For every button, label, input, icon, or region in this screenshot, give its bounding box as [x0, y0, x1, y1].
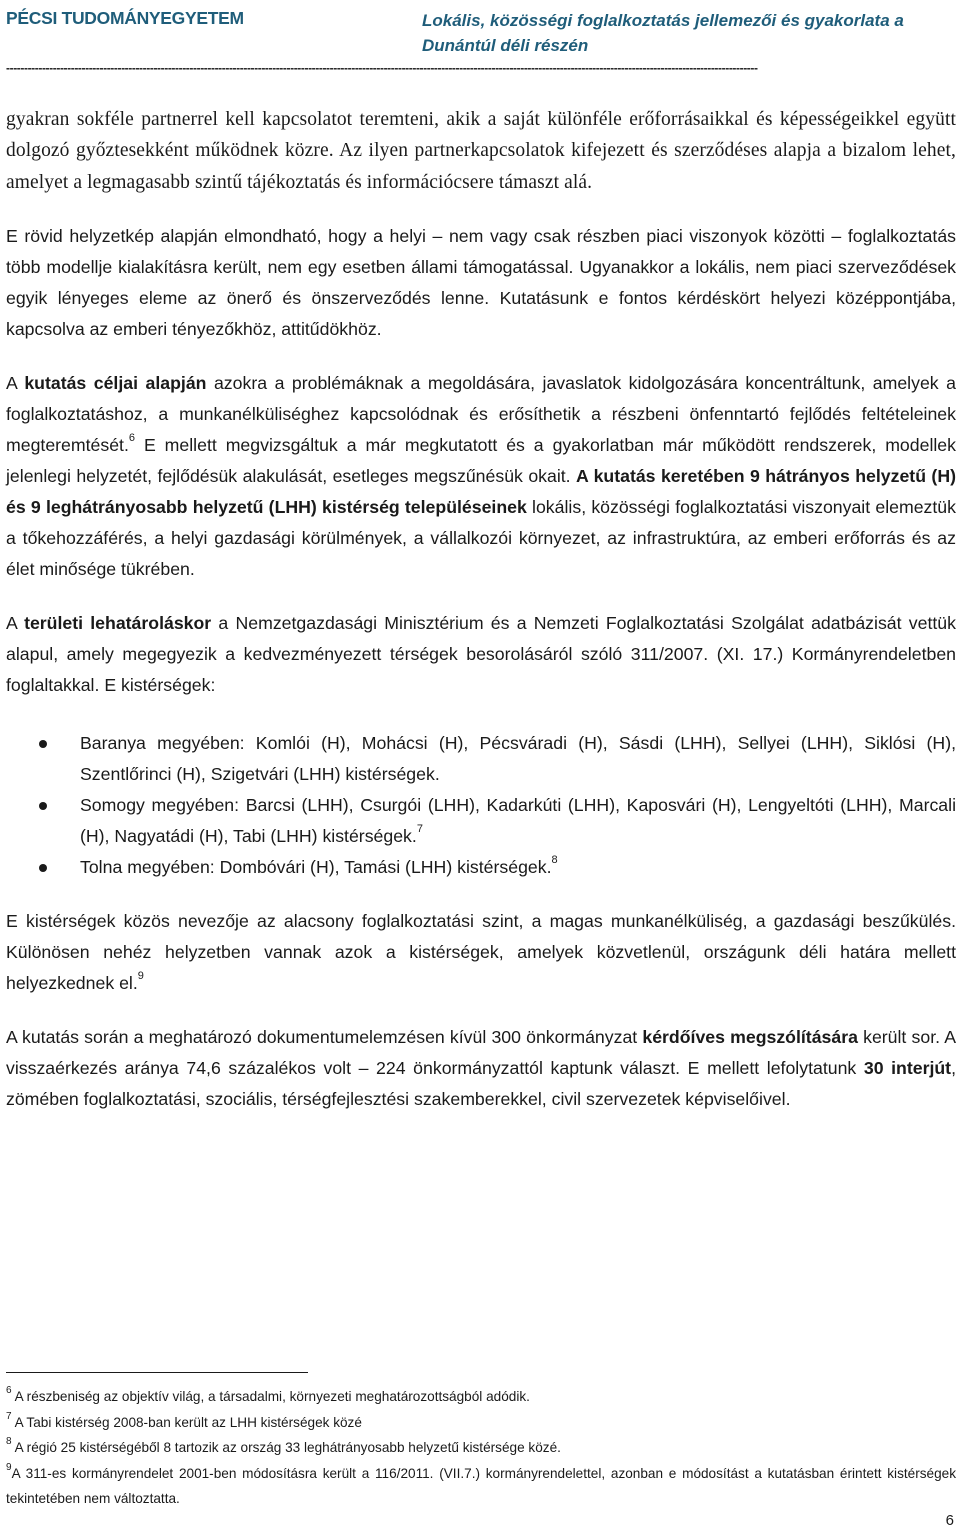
bold-interviews: 30 interjút	[863, 1057, 952, 1078]
bold-questionnaire: kérdőíves megszólítására	[642, 1026, 858, 1047]
university-name: PÉCSI TUDOMÁNYEGYETEM	[6, 8, 244, 28]
list-item-tolna: Tolna megyében: Dombóvári (H), Tamási (LHH) kistérségek.$^8$	[6, 852, 956, 883]
bold-territorial: területi lehatároláskor	[24, 612, 212, 633]
paragraph-common-denominator: E kistérségek közös nevezője az alacsony foglalkoztatási szint, a magas munkanélküliség, a gazdasági beszűkülés. Különösen nehéz helyzetben vannak azok a kistérségek, amelyek közvetlenül, országunk déli határa mellett helyezkednek el.$^9$	[6, 910, 956, 993]
paragraph-territorial: A területi lehatároláskor a Nemzetgazdasági Minisztérium és a Nemzeti Foglalkoztatási Szolgálat adatbázisát vettük alapul, amely megegyezik a kedvezményezett térségek besorolásáról szóló 311/2007. (XI. 17.) Kormányrendeletben foglaltakkal. E kistérségek:	[6, 612, 956, 695]
footnote-9: $^9$A 311-es kormányrendelet 2001-ben módosításra került a 116/2011. (VII.7.) kormányrendelettel, azonban e módosítást a kutatásban érintett kistérségek tekintetében nem változtatta.	[6, 1461, 956, 1506]
list-item-baranya: Baranya megyében: Komlói (H), Mohácsi (H), Pécsváradi (H), Sásdi (LHH), Sellyei (LHH), Siklósi (H), Szentlőrinci (H), Szigetvári (LHH) kistérségek.	[6, 728, 956, 790]
bold-research-scope: A kutatás keretében 9 hátrányos helyzetű (H) és 9 leghátrányosabb helyzetű (LHH) kistérség településeinek	[6, 465, 956, 517]
bullet-icon	[39, 802, 47, 810]
bullet-icon	[39, 740, 47, 748]
paragraph-situation: E rövid helyzetkép alapján elmondható, hogy a helyi – nem vagy csak részben piaci viszonyok közötti – foglalkoztatás több modellje kialakításra került, nem egy esetben állami támogatással. Ugyanakkor a lokális, nem piaci szerveződések egyik lényeges eleme az önerő és önszerveződés lenne. Kutatásunk e fontos kérdéskört helyezi középpontjába, kapcsolva az emberi tényezőkhöz, attitűdökhöz.	[6, 225, 956, 339]
page-number: 6	[945, 1512, 954, 1529]
paragraph-research-goals: A kutatás céljai alapján azokra a problémáknak a megoldására, javaslatok kidolgozására koncentráltunk, amelyek a foglalkoztatáshoz, a munkanélküliséghez kapcsolódnak és erősíthetik a részbeni önfenntartó fejlődés feltételeinek megteremtését.$^6$ E mellett megvizsgáltuk a már megkutatott és a gyakorlatban már működött rendszerek, modellek jelenlegi helyzetét, fejlődésük alakulását, esetleges megszűnésük okait. A kutatás keretében 9 hátrányos helyzetű (H) és 9 leghátrányosabb helyzetű (LHH) kistérség településeinek lokális, közösségi foglalkoztatási viszonyait elemeztük a tőkehozzáférés, a helyi gazdasági körülmények, a vállalkozói környezet, az infrastruktúra, az emberi erőforrás és az élet minősége tükrében.	[6, 372, 956, 579]
bullet-icon	[39, 864, 47, 872]
footnote-separator	[6, 1372, 308, 1373]
list-item-somogy: Somogy megyében: Barcsi (LHH), Csurgói (LHH), Kadarkúti (LHH), Kaposvári (H), Lengyeltóti (LHH), Marcali (H), Nagyatádi (H), Tabi (LHH) kistérségek.$^7$	[6, 790, 956, 852]
footnote-7: $^7$ A Tabi kistérség 2008-ban került az LHH kistérségek közé	[6, 1410, 362, 1430]
paragraph-methodology: A kutatás során a meghatározó dokumentumelemzésen kívül 300 önkormányzat kérdőíves megszólítására került sor. A visszaérkezés aránya 74,6 százalékos volt – 224 önkormányzattól kaptunk választ. E mellett lefolytatunk 30 interjút, zömében foglalkoztatási, szociális, térségfejlesztési szakemberekkel, civil szervezetek képviselőivel.	[6, 1026, 956, 1109]
bold-research-goals: kutatás céljai alapján	[24, 372, 207, 393]
footnote-ref-9[interactable]: 9	[137, 970, 144, 982]
footnote-ref-8[interactable]: 8	[551, 854, 558, 866]
footnote-ref-7[interactable]: 7	[416, 823, 423, 835]
footnote-ref-6[interactable]: 6	[128, 432, 136, 444]
page-header	[6, 4, 956, 74]
paragraph-partnership: gyakran sokféle partnerrel kell kapcsolatot teremteni, akik a saját különféle erőforrásaikkal és képességeikkel együtt dolgozó győztesekként működnek közre. Az ilyen partnerkapcsolatok kifejezett és szerződéses alapja a bizalom lehet, amelyet a legmagasabb szintű tájékoztatás és információcsere támaszt alá.	[6, 109, 956, 193]
document-title: Lokális, közösségi foglalkoztatás jellemezői és gyakorlata a Dunántúl déli részén	[422, 11, 904, 55]
region-list	[6, 728, 956, 883]
footnote-8: $^8$ A régió 25 kistérségéből 8 tartozik az ország 33 leghátrányosabb helyzetű kistérsége közé.	[6, 1436, 561, 1455]
header-dashed-rule: -----------------------------------------------------------------------------------------------------------------------------------------------------------------------------------------------------------------	[6, 61, 758, 75]
footnotes	[6, 1384, 956, 1512]
main-content	[6, 104, 956, 1115]
footnote-6: $^6$ A részbeniség az objektív világ, a társadalmi, környezeti meghatározottságból adódik.	[6, 1385, 530, 1404]
